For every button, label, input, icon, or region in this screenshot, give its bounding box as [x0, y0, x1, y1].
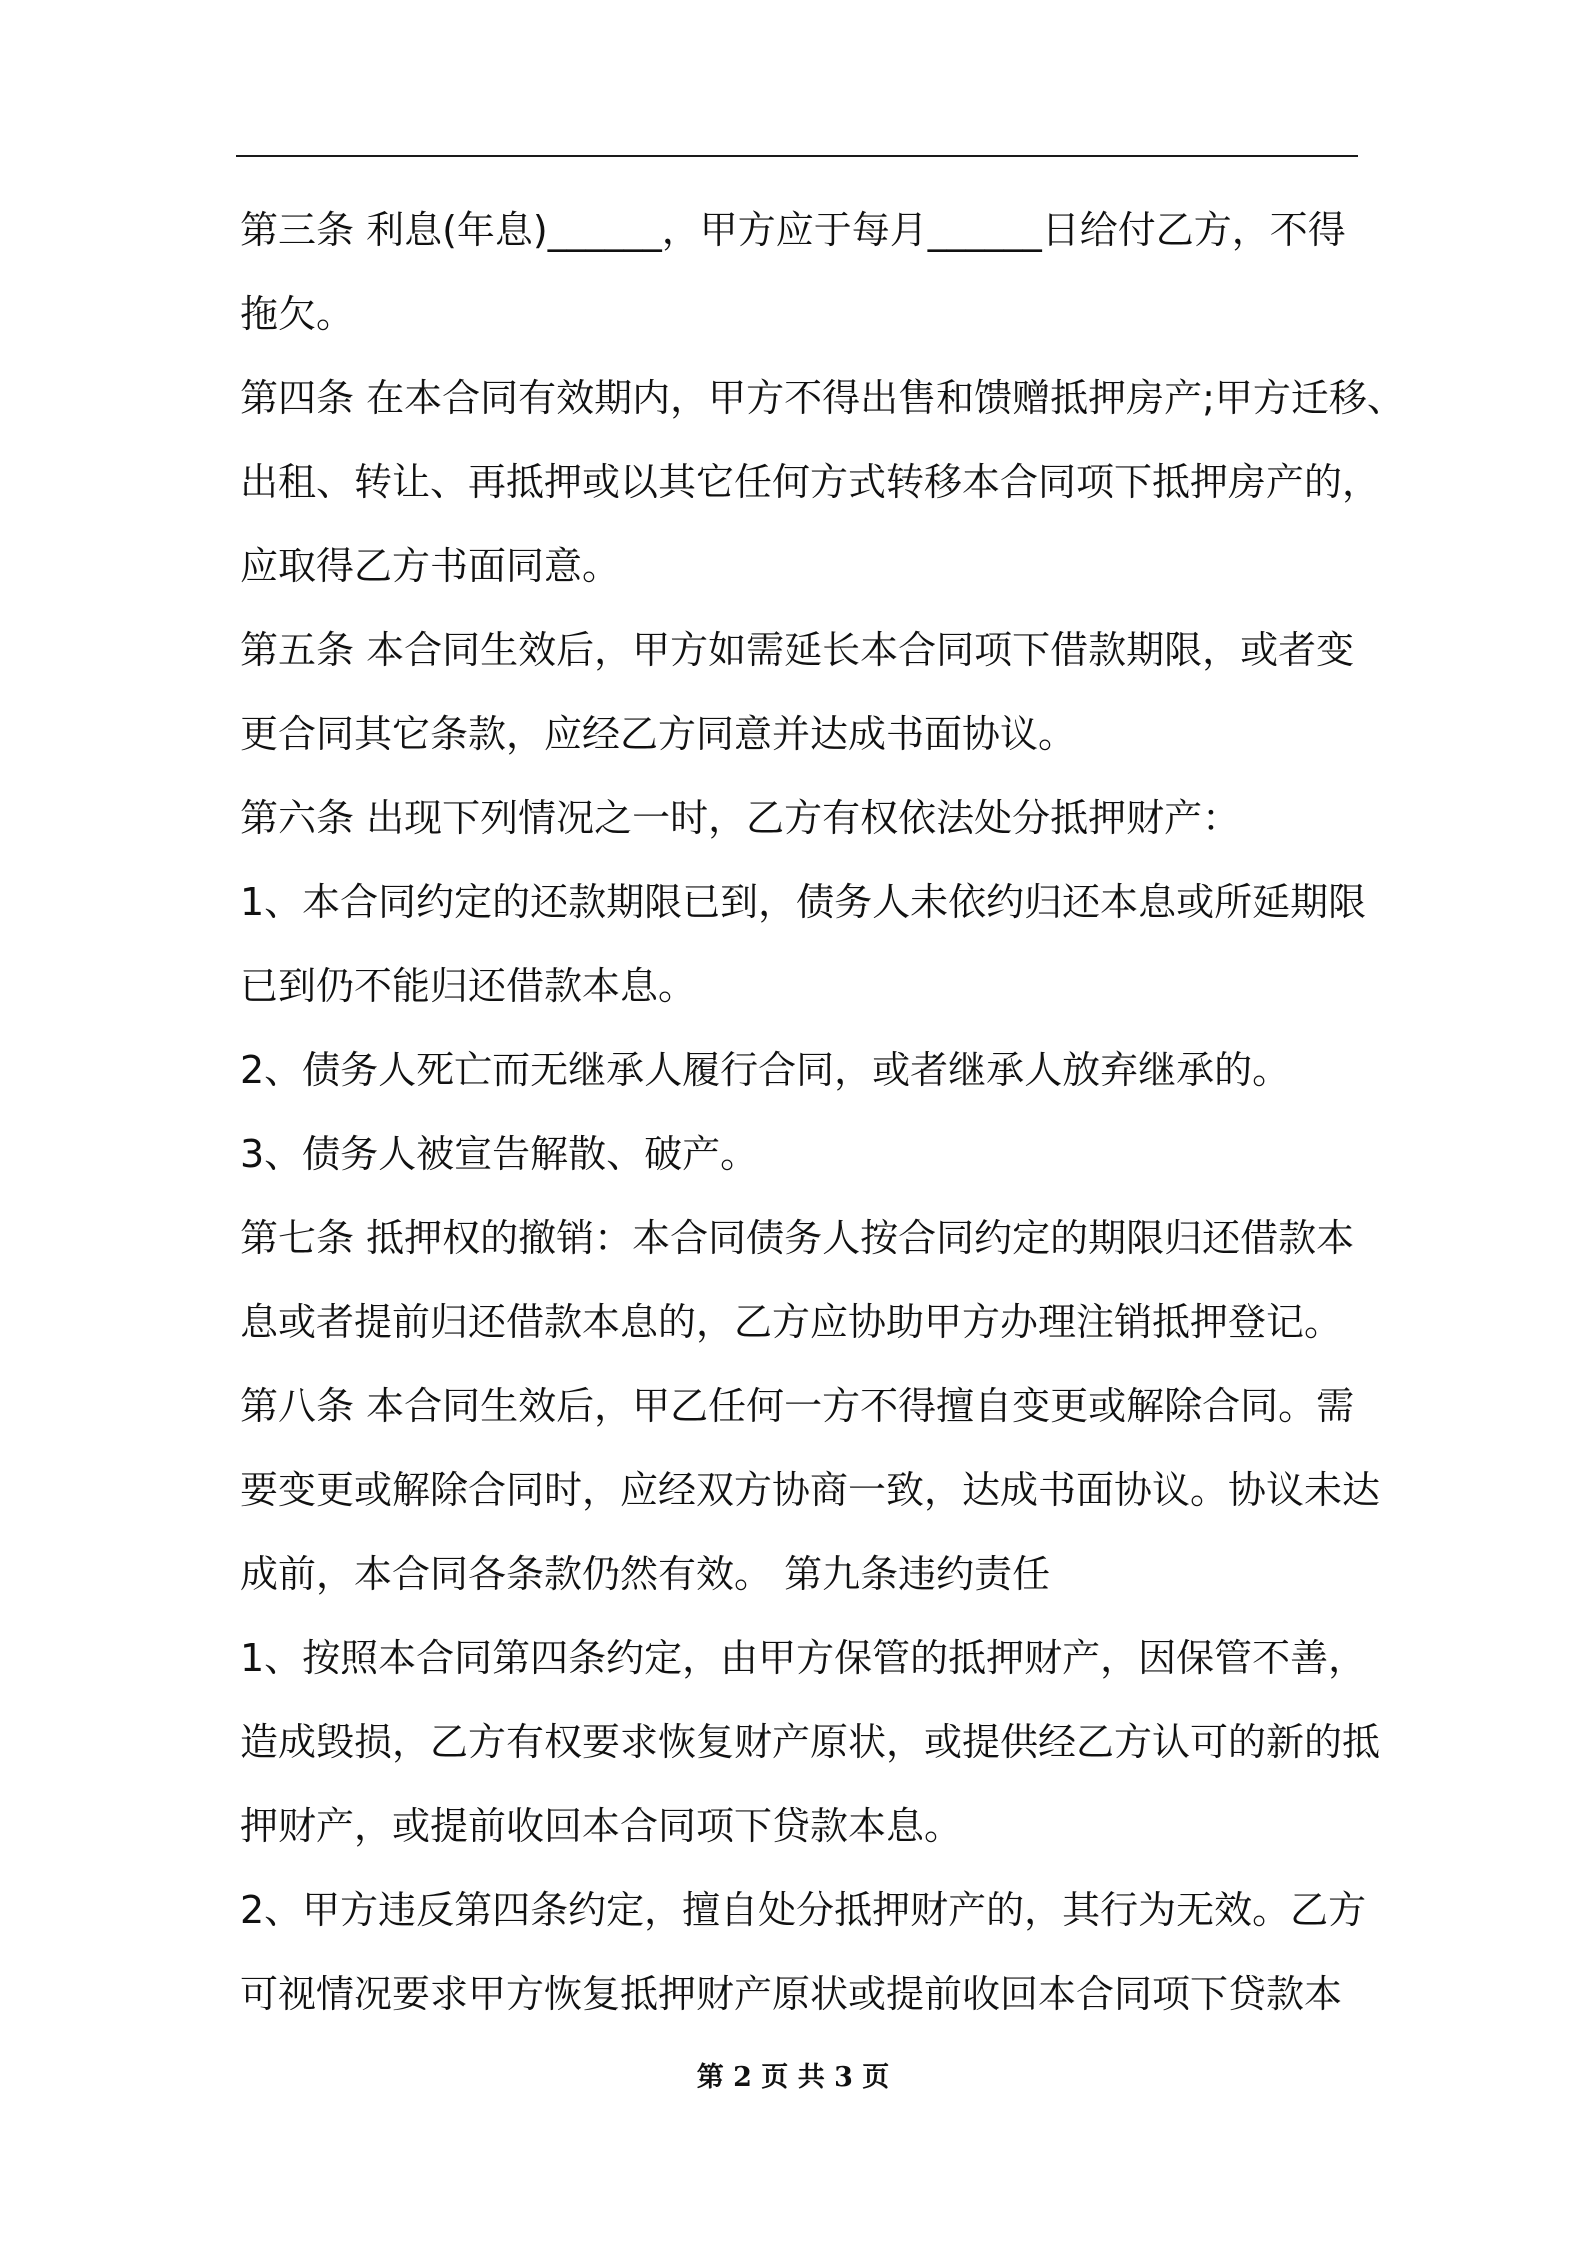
- text-line: 第八条 本合同生效后，甲乙任何一方不得擅自变更或解除合同。需: [240, 1384, 1355, 1428]
- text-line: 1、本合同约定的还款期限已到，债务人未依约归还本息或所延期限: [240, 880, 1367, 924]
- text-line: 1、按照本合同第四条约定，由甲方保管的抵押财产，因保管不善，: [240, 1636, 1367, 1680]
- text-line: 第七条 抵押权的撤销：本合同债务人按合同约定的期限归还借款本: [240, 1216, 1355, 1260]
- text-line: 3、债务人被宣告解散、破产。: [240, 1132, 759, 1176]
- page-number: 第 2 页 共 3 页: [696, 2062, 890, 2093]
- text-line: 造成毁损，乙方有权要求恢复财产原状，或提供经乙方认可的新的抵: [240, 1720, 1381, 1764]
- text-line: 第三条 利息(年息)______，甲方应于每月______日给付乙方，不得: [240, 208, 1346, 252]
- text-line: 成前，本合同各条款仍然有效。 第九条违约责任: [240, 1552, 1051, 1596]
- text-line: 更合同其它条款，应经乙方同意并达成书面协议。: [240, 712, 1077, 756]
- text-line: 2、甲方违反第四条约定，擅自处分抵押财产的，其行为无效。乙方: [240, 1888, 1367, 1932]
- text-line: 2、债务人死亡而无继承人履行合同，或者继承人放弃继承的。: [240, 1048, 1291, 1092]
- text-line: 可视情况要求甲方恢复抵押财产原状或提前收回本合同项下贷款本: [240, 1972, 1343, 2016]
- text-line: 息或者提前归还借款本息的，乙方应协助甲方办理注销抵押登记。: [240, 1300, 1343, 1344]
- text-line: 已到仍不能归还借款本息。: [240, 964, 697, 1008]
- text-line: 押财产，或提前收回本合同项下贷款本息。: [240, 1804, 963, 1848]
- header-rule: [236, 155, 1358, 157]
- text-line: 拖欠。: [240, 292, 355, 336]
- text-line: 出租、转让、再抵押或以其它任何方式转移本合同项下抵押房产的，: [240, 460, 1381, 504]
- text-line: 第五条 本合同生效后，甲方如需延长本合同项下借款期限，或者变: [240, 628, 1355, 672]
- text-line: 要变更或解除合同时，应经双方协商一致，达成书面协议。协议未达: [240, 1468, 1381, 1512]
- text-line: 第四条 在本合同有效期内，甲方不得出售和馈赠抵押房产;甲方迁移、: [240, 376, 1405, 420]
- text-line: 第六条 出现下列情况之一时，乙方有权依法处分抵押财产：: [240, 796, 1241, 840]
- contract-body: [240, 188, 1405, 2036]
- text-line: 应取得乙方书面同意。: [240, 544, 621, 588]
